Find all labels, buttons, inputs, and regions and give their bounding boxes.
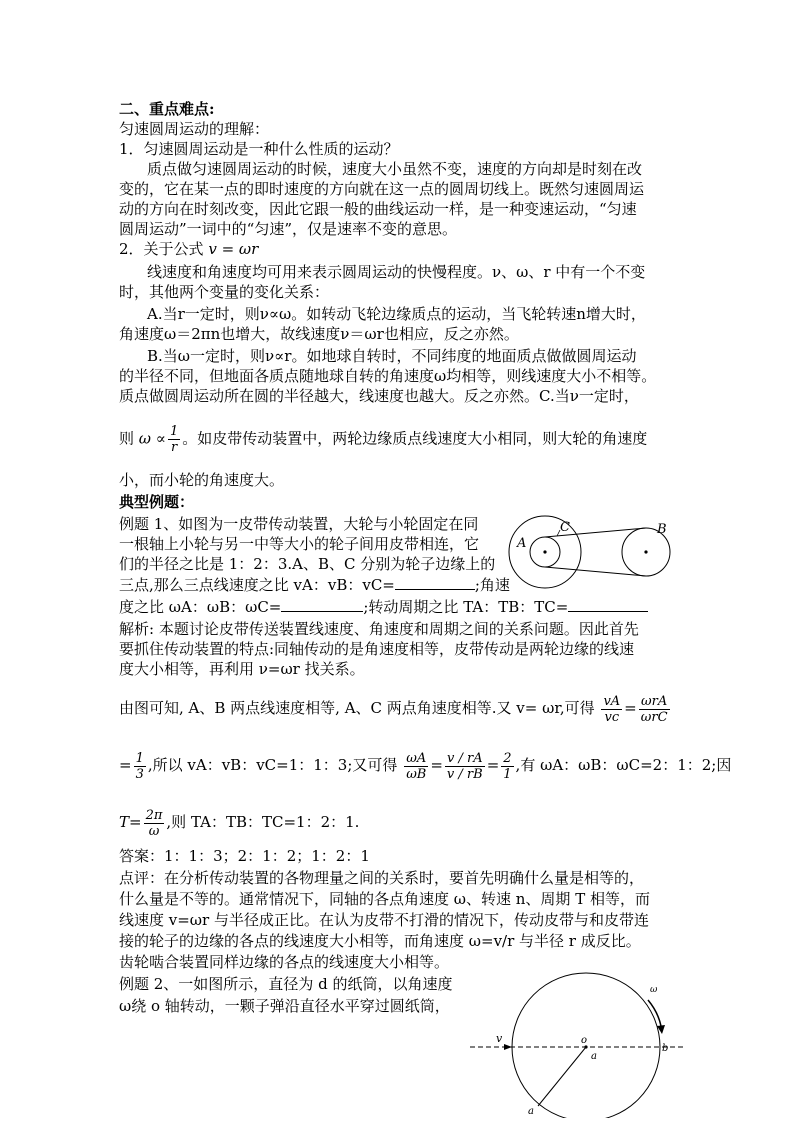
paragraph-1-line: 动的方向在时刻改变，因此它跟一般的曲线运动一样，是一种变速运动，“匀速 <box>119 200 637 218</box>
question-1-title: 1．匀速圆周运动是一种什么性质的运动？ <box>119 140 399 158</box>
answer-blank-period[interactable] <box>568 597 648 612</box>
case-b-line: B.当ω一定时，则ν∝r。如地球自转时，不同纬度的地面质点做做圆周运动 <box>147 347 637 365</box>
example-2-line: 例题 2、一如图所示，直径为 d 的纸筒，以角速度 <box>119 975 453 993</box>
formula-v-omega-r: v = ωr <box>208 240 259 258</box>
label-a-bottom: a <box>528 1106 534 1117</box>
topic-heading: 匀速圆周运动的理解： <box>119 120 270 138</box>
comment-line: 接的轮子的边缘的各点的线速度大小相等，而角速度 ω=v/r 与半径 r 成反比。 <box>119 932 641 950</box>
period-ratio-question: ;转动周期之比 TA：TB：TC= <box>363 598 569 616</box>
question-2-label: 2．关于公式 <box>119 240 204 258</box>
rotation-arrow <box>648 1000 661 1026</box>
case-b-line: 的半径不同，但地面各质点随地球自转的角速度ω均相等，则线速度大小不相等。 <box>119 367 657 385</box>
example-1-line <box>119 597 648 617</box>
comment-line: 线速度 v=ωr 与半径成正比。在认为皮带不打滑的情况下，传动皮带与和皮带连 <box>119 911 649 929</box>
paragraph-2-line: 时，其他两个变量的变化关系： <box>119 283 330 301</box>
example-2-line: ω绕 o 轴转动，一颗子弹沿直径水平穿过圆纸筒， <box>119 997 450 1015</box>
angular-ratio-prefix: ;角速 <box>474 576 510 594</box>
derivation-line-3 <box>119 804 359 840</box>
label-B: B <box>657 522 667 537</box>
paragraph-2-line: 线速度和角速度均可用来表示圆周运动的快慢程度。ν、ω、r 中有一个不变 <box>147 263 646 281</box>
derivation-2-result: ,有 ωA：ωB：ωC=2：1：2;因 <box>515 756 732 774</box>
label-o: o <box>581 1035 588 1046</box>
case-a-line: 角速度ω＝2πn也增大，故线速度ν＝ωr也相应，反之亦然。 <box>119 325 519 343</box>
belt-bottom <box>545 567 646 576</box>
fraction-ra-rc: $\frac{\text{ωrA}}{\text{ωrC}}$ <box>640 693 668 725</box>
analysis-line: 度大小相等，再利用 ν=ωr 找关系。 <box>119 660 365 678</box>
example-1-line <box>119 575 510 595</box>
comment-line: 什么量是不等的。通常情况下，同轴的各点角速度 ω、转速 n、周期 T 相等，而 <box>119 890 650 908</box>
examples-title: 典型例题： <box>119 493 195 511</box>
fraction-v-over-r: $\frac{v / rA}{v / rB}$ <box>446 750 483 782</box>
fraction-omega-ratio: $\frac{\omega A}{\omega B}$ <box>406 750 427 782</box>
paragraph-1-line: 变的，它在某一点的即时速度的方向就在这一点的圆周切线上。既然匀速圆周运 <box>119 180 645 198</box>
fraction-one-third: $\frac{1}{3}$ <box>135 750 144 782</box>
angular-ratio-question: 度之比 ωA：ωB：ωC= <box>119 598 282 616</box>
case-c-end: 小，而小轮的角速度大。 <box>119 471 285 489</box>
label-omega: ω <box>650 985 658 995</box>
fraction-one-over-r: $\frac{1}{r}$ <box>169 424 179 455</box>
comment-line: 点评：在分析传动装置的各物理量之间的关系时，要首先明确什么量是相等的， <box>119 869 645 887</box>
case-b-line: 质点做圆周运动所在圆的半径越大，线速度也越大。反之亦然。C.当ν一定时， <box>119 387 639 405</box>
fraction-two-over-one: $\frac{2}{1}$ <box>503 750 512 782</box>
period-symbol: T= <box>119 813 142 831</box>
derivation-line-1: 由图可知, A、B 两点线速度相等, A、C 两点角速度相等.又 v= ωr,可得 $\frac{vA}{vc}$ = $\frac{\text{ωrA}}{\text{ωrC}}$ <box>119 693 668 725</box>
cylinder-figure <box>462 968 690 1118</box>
case-c-line <box>119 424 647 455</box>
derivation-3-text: ,则 TA：TB：TC=1：2：1. <box>166 813 360 831</box>
case-c-text: 。如皮带传动装置中，两轮边缘质点线速度大小相同，则大轮的角速度 <box>182 429 648 448</box>
answer-blank-angular[interactable] <box>281 597 363 612</box>
radius-line <box>538 1047 586 1106</box>
bullet-arrow <box>504 1044 512 1050</box>
paragraph-1-line: 圆周运动”一词中的“匀速”，仅是速率不变的意思。 <box>119 220 458 238</box>
analysis-line: 解析: 本题讨论皮带传送装置线速度、角速度和周期之间的关系问题。因此首先 <box>119 620 639 638</box>
example-1-line: 例题 1、如图为一皮带传动装置，大轮与小轮固定在同 <box>119 515 479 533</box>
example-1-line: 们的半径之比是 1：2：3.A、B、C 分别为轮子边缘上的 <box>119 555 496 573</box>
fraction-va-vc: $\frac{vA}{vc}$ <box>603 693 621 725</box>
label-b: b <box>662 1043 669 1054</box>
label-A: A <box>517 536 527 551</box>
omega-proportional: ω ∝ <box>138 429 166 448</box>
label-a-mid: a <box>591 1051 597 1062</box>
answer-blank-velocity[interactable] <box>395 575 475 590</box>
derivation-line-2: = $\frac{1}{3}$ ,所以 vA：vB：vC=1：1：3;又可得 $\frac{\omega A}{\omega B}$ = $\frac{v / rA}{v / rB}$ = $\frac{2}{1}$ ,有 ωA：ωB：ωC=2：1：2;因 <box>119 750 732 782</box>
paragraph-1-line: 质点做匀速圆周运动的时候，速度大小虽然不变，速度的方向却是时刻在改 <box>147 160 643 178</box>
axle-right <box>644 550 647 553</box>
comment-line: 齿轮啮合装置同样边缘的各点的线速度大小相等。 <box>119 953 450 971</box>
answer-line: 答案：1：1：3；2：1：2；1：2：1 <box>119 847 370 865</box>
derivation-2-text: ,所以 vA：vB：vC=1：1：3;又可得 <box>147 756 398 774</box>
example-1-line: 一根轴上小轮与另一中等大小的轮子间用皮带相连，它 <box>119 535 480 553</box>
question-2-title <box>119 239 258 259</box>
section-title: 二、重点难点: <box>119 100 215 118</box>
analysis-line: 要抓住传动装置的特点:同轴传动的是角速度相等，皮带传动是两轮边缘的线速 <box>119 640 635 658</box>
fraction-two-pi-over-omega: $\frac{2\pi}{\omega}$ <box>145 807 163 839</box>
case-c-prefix: 则 <box>119 429 135 448</box>
derivation-1-text: 由图可知, A、B 两点线速度相等, A、C 两点角速度相等.又 v= ωr,可得 <box>119 699 595 717</box>
label-C: C <box>560 520 570 535</box>
label-v: v <box>496 1032 503 1045</box>
axle-left <box>543 550 546 553</box>
belt-drive-figure <box>505 512 685 592</box>
case-a-line: A.当r一定时，则ν∝ω。如转动飞轮边缘质点的运动，当飞轮转速n增大时， <box>147 305 646 323</box>
velocity-ratio-question: 三点,那么三点线速度之比 vA：vB：vC= <box>119 576 395 594</box>
